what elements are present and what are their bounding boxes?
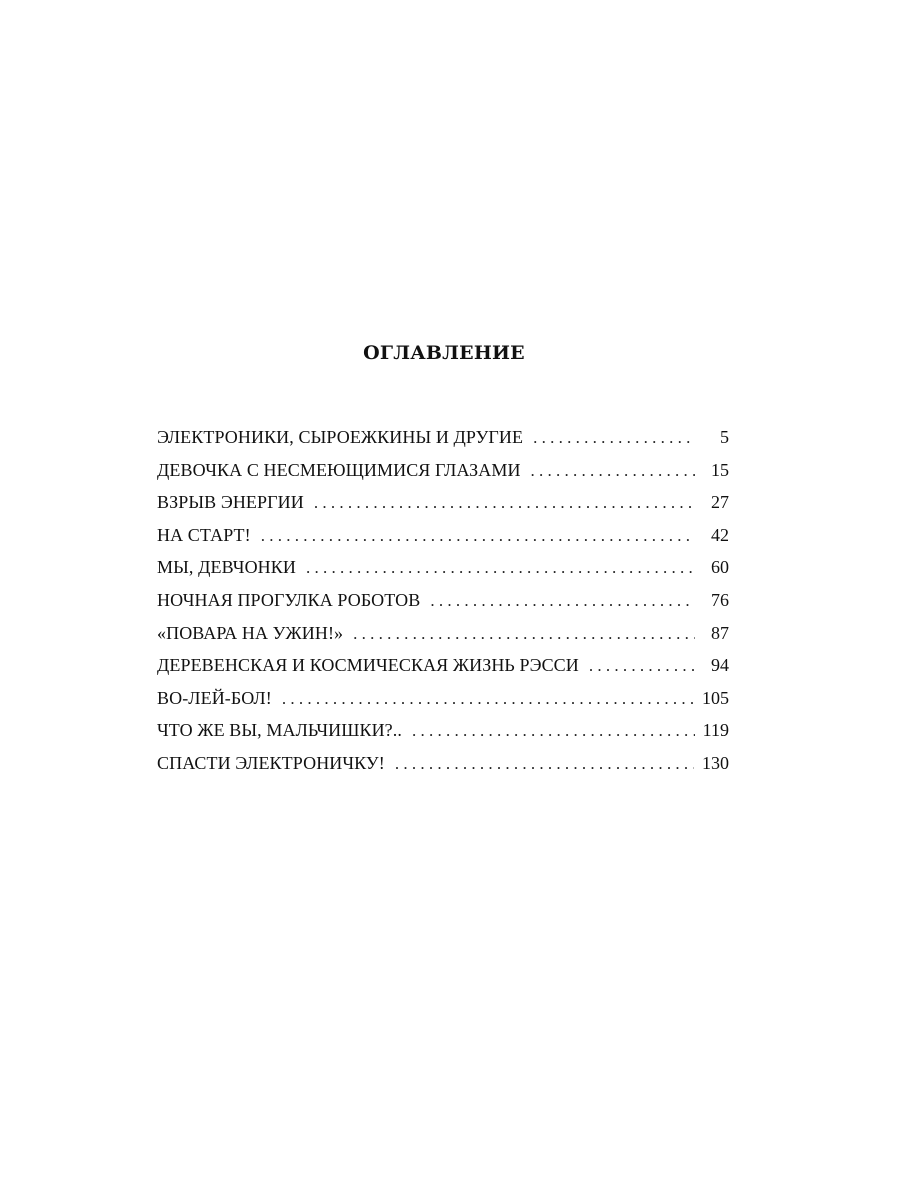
toc-entry bbox=[157, 720, 729, 753]
toc-entry-title: СПАСТИ ЭЛЕКТРОНИЧКУ! bbox=[157, 752, 385, 773]
toc-entry-title: ЭЛЕКТРОНИКИ, СЫРОЕЖКИНЫ И ДРУГИЕ bbox=[157, 427, 524, 447]
toc-entry-title: НОЧНАЯ ПРОГУЛКА РОБОТОВ bbox=[157, 589, 421, 610]
toc-entry bbox=[157, 753, 729, 786]
toc-entry bbox=[157, 590, 729, 623]
toc-page-number: 87 bbox=[711, 622, 729, 643]
dot-leader bbox=[314, 493, 695, 513]
toc-entry-title: ВО-ЛЕЙ-БОЛ! bbox=[157, 687, 272, 708]
dot-leader bbox=[430, 591, 695, 611]
toc-entry bbox=[157, 688, 729, 721]
dot-leader bbox=[261, 526, 695, 546]
toc-page-number: 76 bbox=[711, 589, 729, 610]
toc-page-number: 105 bbox=[702, 687, 729, 708]
toc-page-number: 119 bbox=[702, 720, 729, 741]
dot-leader bbox=[282, 689, 694, 709]
toc-page-number: 94 bbox=[711, 655, 729, 676]
toc-entry-title: «ПОВАРА НА УЖИН!» bbox=[157, 622, 344, 643]
toc-entry-title: НА СТАРТ! bbox=[157, 524, 251, 545]
toc-list bbox=[157, 427, 729, 786]
dot-leader bbox=[412, 721, 695, 741]
toc-page-number: 5 bbox=[720, 427, 729, 447]
dot-leader bbox=[395, 754, 694, 774]
toc-entry bbox=[157, 460, 729, 493]
toc-entry bbox=[157, 655, 729, 688]
toc-entry-title: МЫ, ДЕВЧОНКИ bbox=[157, 557, 296, 578]
dot-leader bbox=[306, 558, 695, 578]
toc-page-number: 15 bbox=[711, 459, 729, 480]
dot-leader bbox=[353, 624, 695, 644]
dot-leader bbox=[533, 428, 695, 448]
toc-page-number: 130 bbox=[702, 752, 729, 773]
toc-entry bbox=[157, 427, 729, 460]
dot-leader bbox=[589, 656, 695, 676]
toc-entry-title: ДЕВОЧКА С НЕСМЕЮЩИМИСЯ ГЛАЗАМИ bbox=[157, 459, 521, 480]
toc-page-number: 60 bbox=[711, 557, 729, 578]
toc-entry bbox=[157, 557, 729, 590]
toc-entry bbox=[157, 525, 729, 558]
toc-entry bbox=[157, 492, 729, 525]
toc-entry-title: ВЗРЫВ ЭНЕРГИИ bbox=[157, 492, 304, 513]
toc-entry-title: ДЕРЕВЕНСКАЯ И КОСМИЧЕСКАЯ ЖИЗНЬ РЭССИ bbox=[157, 655, 579, 676]
toc-entry-title: ЧТО ЖЕ ВЫ, МАЛЬЧИШКИ?.. bbox=[157, 720, 402, 741]
toc-entry bbox=[157, 623, 729, 656]
toc-heading: ОГЛАВЛЕНИЕ bbox=[363, 342, 525, 364]
dot-leader bbox=[531, 461, 695, 481]
toc-page-number: 42 bbox=[711, 524, 729, 545]
toc-page-number: 27 bbox=[711, 492, 729, 513]
